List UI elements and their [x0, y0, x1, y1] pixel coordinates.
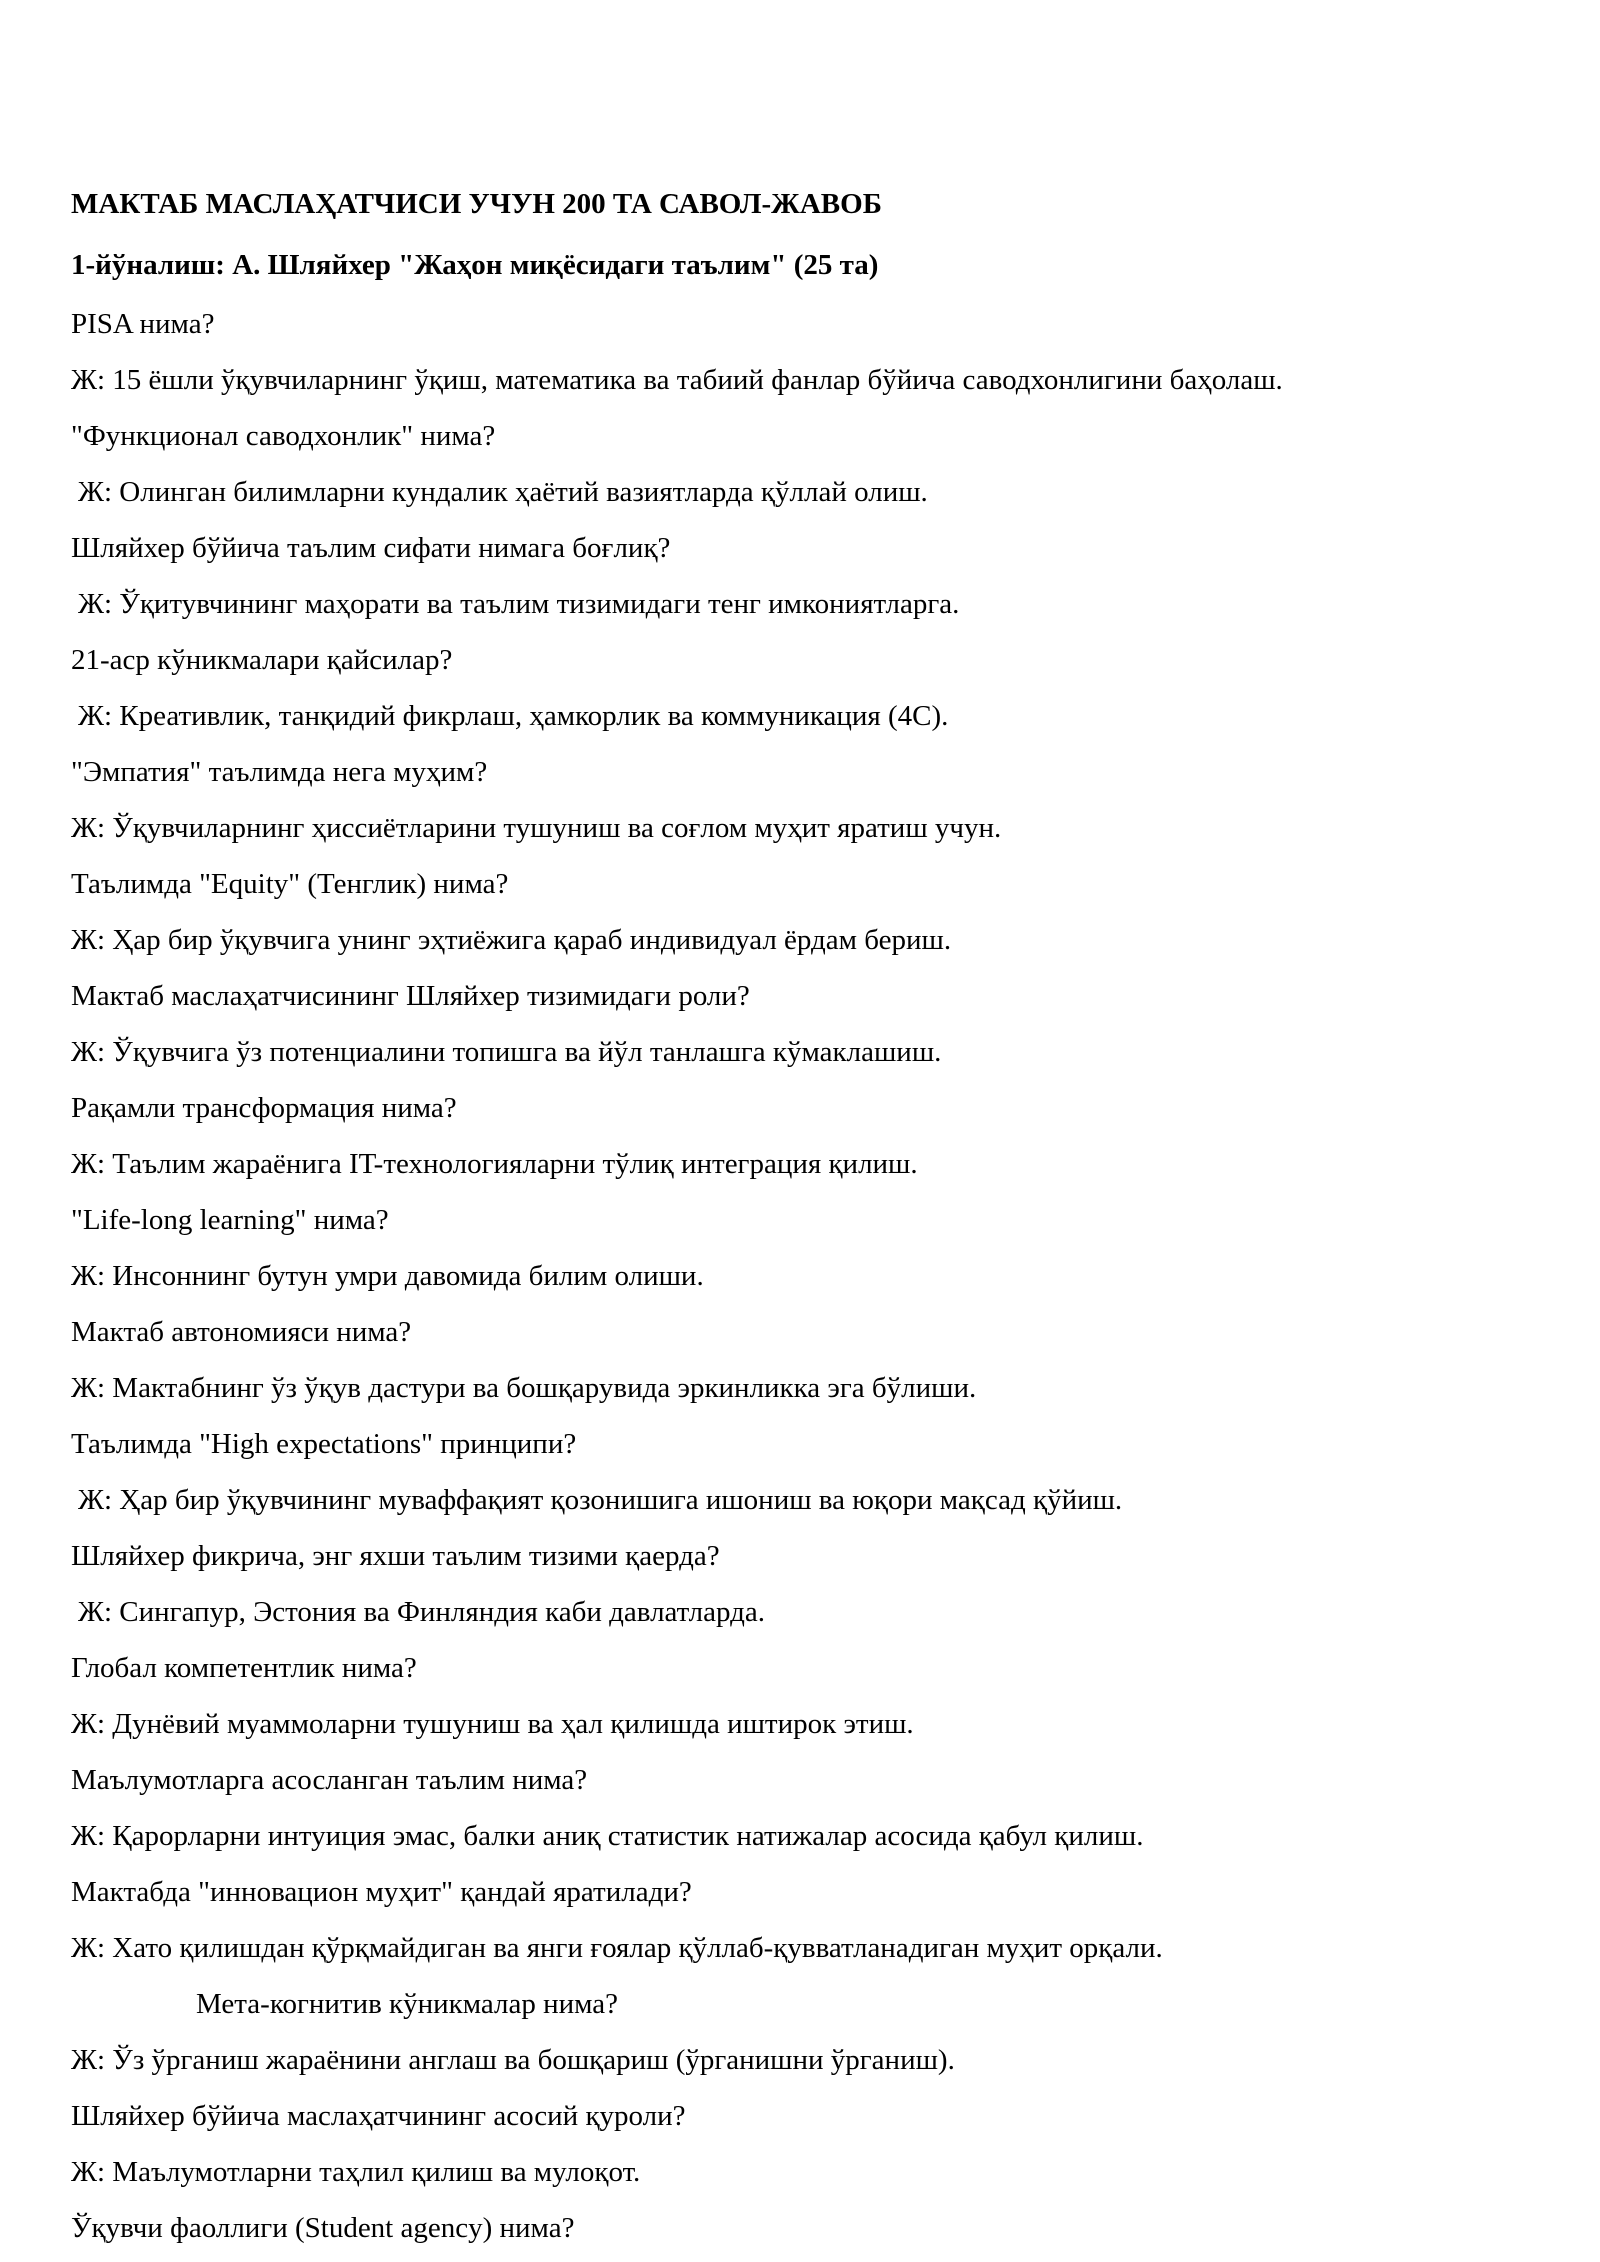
question-line: Шляйхер бўйича маслаҳатчининг асосий қуроли? — [71, 2100, 686, 2132]
answer-line: Ж: Ҳар бир ўқувчининг муваффақият қозонишига ишониш ва юқори мақсад қўйиш. — [78, 1484, 1123, 1516]
question-line: Ўқувчи фаоллиги (Student agency) нима? — [71, 2212, 575, 2244]
question-line: Шляйхер бўйича таълим сифати нимага боғлиқ? — [71, 532, 671, 564]
question-line: "Функционал саводхонлик" нима? — [71, 420, 496, 452]
answer-line: Ж: Ҳар бир ўқувчига унинг эҳтиёжига қараб индивидуал ёрдам бериш. — [71, 924, 952, 956]
question-line: "Life-long learning" нима? — [71, 1204, 389, 1236]
answer-line: Ж: Олинган билимларни кундалик ҳаётий вазиятларда қўллай олиш. — [78, 476, 928, 508]
answer-line: Ж: Ўқувчига ўз потенциалини топишга ва йўл танлашга кўмаклашиш. — [71, 1036, 942, 1068]
answer-line: Ж: Мактабнинг ўз ўқув дастури ва бошқарувида эркинликка эга бўлиши. — [71, 1372, 977, 1404]
question-line: Мета-когнитив кўникмалар нима? — [196, 1988, 619, 2020]
answer-line: Ж: Қарорларни интуиция эмас, балки аниқ статистик натижалар асосида қабул қилиш. — [71, 1820, 1144, 1852]
section-heading: 1-йўналиш: А. Шляйхер "Жаҳон миқёсидаги таълим" (25 та) — [71, 249, 879, 281]
question-line: Таълимда "High expectations" принципи? — [71, 1428, 577, 1460]
answer-line: Ж: 15 ёшли ўқувчиларнинг ўқиш, математика ва табиий фанлар бўйича саводхонлигини баҳолаш. — [71, 364, 1283, 396]
answer-line: Ж: Маълумотларни таҳлил қилиш ва мулоқот. — [71, 2156, 641, 2188]
answer-line: Ж: Хато қилишдан қўрқмайдиган ва янги ғоялар қўллаб-қувватланадиган муҳит орқали. — [71, 1932, 1163, 1964]
answer-line: Ж: Ўз ўрганиш жараёнини англаш ва бошқариш (ўрганишни ўрганиш). — [71, 2044, 955, 2076]
answer-line: Ж: Креативлик, танқидий фикрлаш, ҳамкорлик ва коммуникация (4C). — [78, 700, 949, 732]
qa-list — [71, 296, 1551, 2256]
answer-line: Ж: Таълим жараёнига IT-технологияларни тўлиқ интеграция қилиш. — [71, 1148, 918, 1180]
answer-line: Ж: Ўқитувчининг маҳорати ва таълим тизимидаги тенг имкониятларга. — [78, 588, 960, 620]
answer-line: Ж: Инсоннинг бутун умри давомида билим олиши. — [71, 1260, 704, 1292]
question-line: Рақамли трансформация нима? — [71, 1092, 457, 1124]
question-line: "Эмпатия" таълимда нега муҳим? — [71, 756, 488, 788]
answer-line: Ж: Дунёвий муаммоларни тушуниш ва ҳал қилишда иштирок этиш. — [71, 1708, 914, 1740]
question-line: PISA нима? — [71, 308, 215, 340]
question-line: Мактаб маслаҳатчисининг Шляйхер тизимидаги роли? — [71, 980, 750, 1012]
question-line: Мактаб автономияси нима? — [71, 1316, 412, 1348]
question-line: 21-аср кўникмалари қайсилар? — [71, 644, 453, 676]
question-line: Мактабда "инновацион муҳит" қандай яратилади? — [71, 1876, 692, 1908]
answer-line: Ж: Сингапур, Эстония ва Финляндия каби давлатларда. — [78, 1596, 765, 1628]
question-line: Глобал компетентлик нима? — [71, 1652, 417, 1684]
document-title: МАКТАБ МАСЛАҲАТЧИСИ УЧУН 200 ТА САВОЛ-ЖАВОБ — [71, 188, 882, 220]
question-line: Шляйхер фикрича, энг яхши таълим тизими қаерда? — [71, 1540, 720, 1572]
question-line: Маълумотларга асосланган таълим нима? — [71, 1764, 588, 1796]
answer-line: Ж: Ўқувчиларнинг ҳиссиётларини тушуниш ва соғлом муҳит яратиш учун. — [71, 812, 1002, 844]
question-line: Таълимда "Equity" (Тенглик) нима? — [71, 868, 509, 900]
